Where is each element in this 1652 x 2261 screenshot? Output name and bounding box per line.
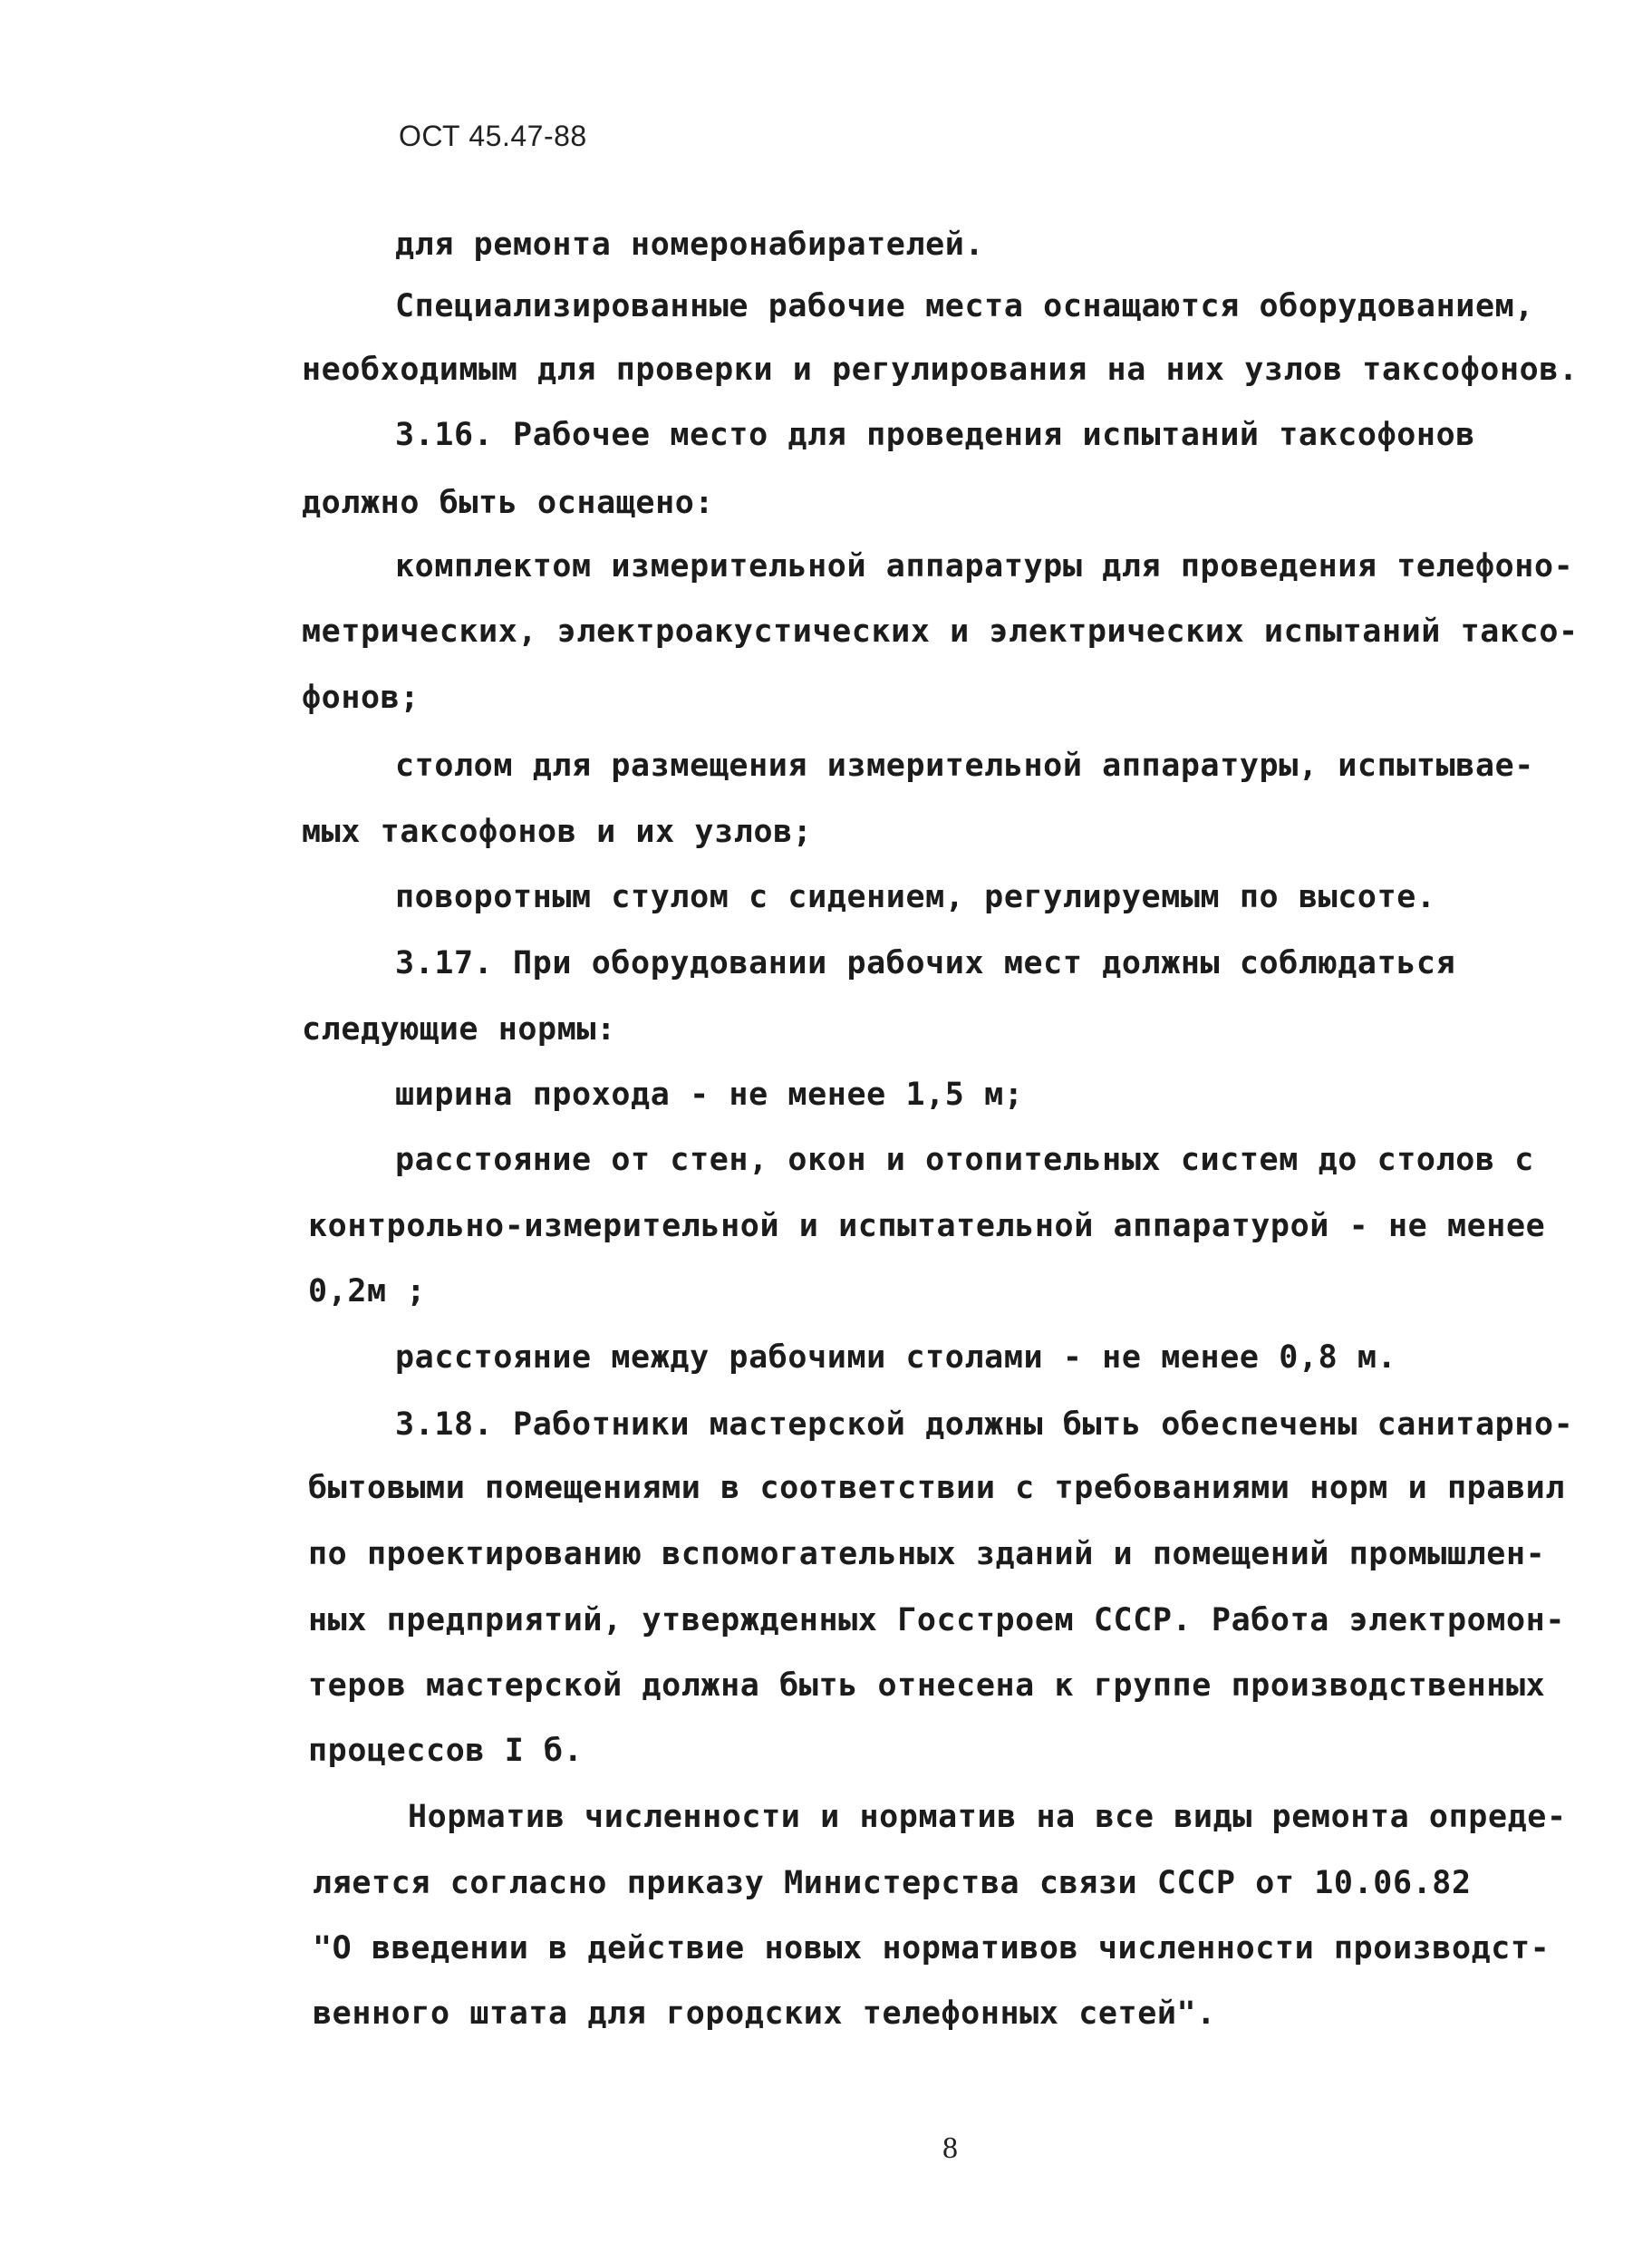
text-line: фонов;: [302, 680, 420, 716]
text-line: контрольно-измерительной и испытательной аппаратурой - не менее: [308, 1208, 1546, 1244]
text-line: должно быть оснащено:: [302, 485, 715, 521]
text-line: 0,2м ;: [308, 1273, 427, 1309]
text-line: по проектированию вспомогательных зданий и помещений промышлен-: [308, 1536, 1546, 1572]
text-line: расстояние от стен, окон и отопительных систем до столов с: [395, 1142, 1534, 1178]
text-line: венного штата для городских телефонных сетей".: [313, 1995, 1216, 2032]
text-line: процессов I б.: [308, 1733, 584, 1769]
text-line: 3.18. Работники мастерской должны быть обеспечены санитарно-: [395, 1406, 1574, 1443]
text-line: теров мастерской должна быть отнесена к группе производственных: [308, 1667, 1546, 1704]
text-line: поворотным стулом с сидением, регулируемым по высоте.: [395, 879, 1436, 915]
text-line: ширина прохода - не менее 1,5 м;: [395, 1077, 1024, 1113]
text-line: Норматив численности и норматив на все виды ремонта опреде-: [408, 1799, 1567, 1835]
text-line: расстояние между рабочими столами - не менее 0,8 м.: [395, 1339, 1397, 1376]
document-code: ОСТ 45.47-88: [399, 120, 587, 152]
text-line: комплектом измерительной аппаратуры для проведения телефоно-: [395, 548, 1574, 585]
text-line: следующие нормы:: [302, 1011, 616, 1048]
page-number: 8: [942, 2131, 958, 2165]
text-line: бытовыми помещениями в соответствии с требованиями норм и правил: [308, 1470, 1565, 1506]
text-line: ных предприятий, утвержденных Госстроем СССР. Работа электромон-: [308, 1602, 1565, 1638]
text-line: мых таксофонов и их узлов;: [302, 814, 813, 850]
text-line: ляется согласно приказу Министерства связи СССР от 10.06.82: [313, 1865, 1472, 1901]
text-line: необходимым для проверки и регулирования на них узлов таксофонов.: [302, 352, 1579, 388]
text-line: "О введении в действие новых нормативов численности производст-: [313, 1930, 1551, 1966]
text-line: столом для размещения измерительной аппаратуры, испытывае-: [395, 748, 1534, 784]
text-line: 3.16. Рабочее место для проведения испытаний таксофонов: [395, 417, 1475, 453]
text-line: 3.17. При оборудовании рабочих мест должны соблюдаться: [395, 945, 1456, 981]
text-line: Специализированные рабочие места оснащаются оборудованием,: [395, 288, 1534, 324]
text-line: для ремонта номеронабирателей.: [395, 227, 985, 263]
text-line: метрических, электроакустических и электрических испытаний таксо-: [302, 614, 1579, 650]
